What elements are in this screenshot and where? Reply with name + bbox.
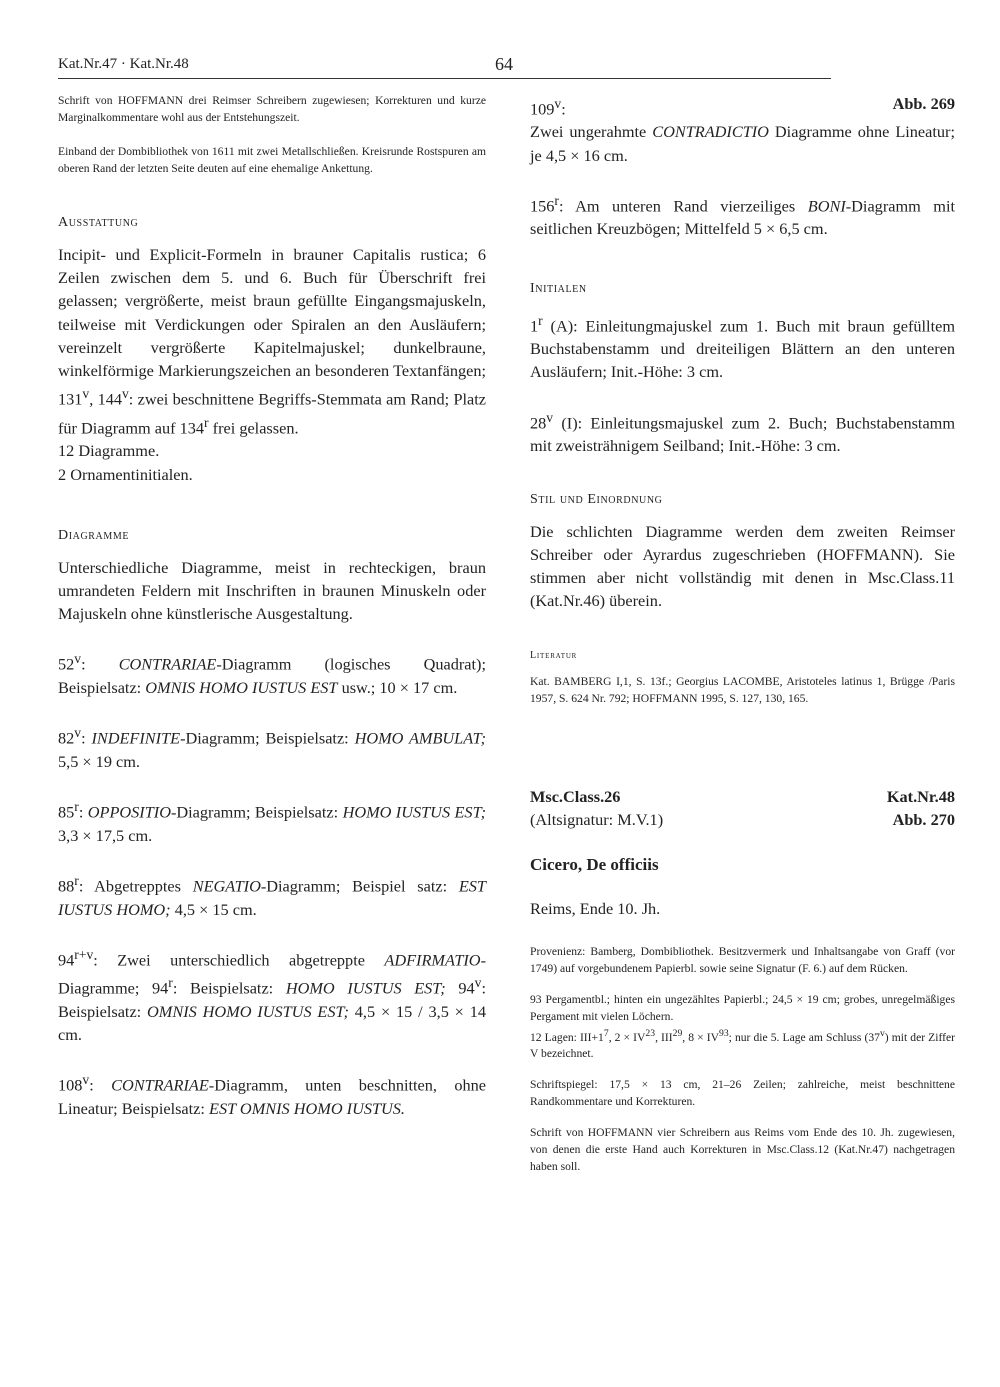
entry-85r: 85$^r$: OPPOSITIO-Diagramm; Beispielsatz: HOMO IUSTUS EST; 3,3 × 17,5 cm. xyxy=(58,799,486,845)
schrift-note: Schrift von HOFFMANN drei Reimser Schreibern zugewiesen; Korrekturen und kurze Marginalkommentare wohl aus der Entstehungszeit. xyxy=(58,94,486,124)
initial-1r: 1$^r$ (A): Einleitungmajuskel zum 1. Buch mit braun gefülltem Buchstabenstamm und dreiteiligen Blättern an den unteren Ausläufern; Init.-Höhe: 3 cm. xyxy=(530,312,955,382)
manuscript-origin: Reims, Ende 10. Jh. xyxy=(530,899,661,919)
page-number: 64 xyxy=(495,54,513,74)
entry-109v-header: 109$^v$: Abb. 269 xyxy=(530,94,955,119)
entry-88r: 88$^r$: Abgetrepptes NEGATIO-Diagramm; Beispiel satz: EST IUSTUS HOMO; 4,5 × 15 cm. xyxy=(58,872,486,919)
diagramme-text: Unterschiedliche Diagramme, meist in rechteckigen, braun umrandeten Feldern mit Inschriften in braunen Minuskeln oder Majuskeln ohne künstlerische Ausgestaltung. xyxy=(58,557,486,624)
entry-52v: 52$^v$: CONTRARIAE-Diagramm (logisches Quadrat); Beispielsatz: OMNIS HOMO IUSTUS EST usw.; 10 × 17 cm. xyxy=(58,651,486,698)
heading-literatur: Literatur xyxy=(530,650,578,662)
pergament-note: 93 Pergamentbl.; hinten ein ungezähltes Papierbl.; 24,5 × 19 cm; grobes, unregelmäßiges Pergament mit vielen Löchern. xyxy=(530,992,955,1023)
right-column xyxy=(530,92,955,1175)
shelfmark: Msc.Class.26 xyxy=(530,787,621,807)
count-diagramme: 12 Diagramme. xyxy=(58,441,160,461)
running-header: Kat.Nr.47 · Kat.Nr.48 xyxy=(58,56,189,72)
entry-94rv: $94^{r+v}$: Zwei unterschiedlich abgetreppte ADFIRMATIO-Diagramme; 94$^r$: Beispielsatz: HOMO IUSTUS EST; 94$^v$: Beispielsatz: OMNIS HOMO IUSTUS EST; 4,5 × 15 / 3,5 × 14 cm. xyxy=(58,946,486,1045)
einband-note: Einband der Dombibliothek von 1611 mit zwei Metallschließen. Kreisrunde Rostspuren am oberen Rand der letzten Seite deuten auf eine ehemalige Ankettung. xyxy=(58,145,486,175)
heading-diagramme: Diagramme xyxy=(58,527,130,543)
header-rule xyxy=(58,78,831,79)
entry-108v: 108$^v$: CONTRARIAE-Diagramm, unten beschnitten, ohne Lineatur; Beispielsatz: EST OMNIS HOMO IUSTUS. xyxy=(58,1072,486,1119)
abb-270: Abb. 270 xyxy=(892,810,955,830)
old-signature-row xyxy=(530,808,955,831)
manuscript-title: Cicero, De officiis xyxy=(530,855,659,875)
schriftspiegel-note: Schriftspiegel: 17,5 × 13 cm, 21–26 Zeilen; zahlreiche, meist beschnittene Randkommentare und Korrekturen. xyxy=(530,1078,955,1109)
catalogue-heading-row xyxy=(530,785,955,808)
old-signature: (Altsignatur: M.V.1) xyxy=(530,810,664,830)
count-initialen: 2 Ornamentinitialen. xyxy=(58,464,193,484)
entry-109v: Zwei ungerahmte CONTRADICTIO Diagramme ohne Lineatur; je 4,5 × 16 cm. xyxy=(530,122,955,165)
literatur-text: Kat. BAMBERG I,1, S. 13f.; Georgius LACOMBE, Aristoteles latinus 1, Brügge /Paris 1957, S. 624 Nr. 792; HOFFMANN 1995, S. 127, 130, 165. xyxy=(530,675,955,706)
provenienz-note: Provenienz: Bamberg, Dombibliothek. Besitzvermerk und Inhaltsangabe von Graff (vor 1749) auf vorgebundenem Papierbl. sowie seine Signatur (F. 6.) auf dem Rücken. xyxy=(530,944,955,975)
stil-text: Die schlichten Diagramme werden dem zweiten Reimser Schreiber oder Ayrardus zugeschrieben (HOFFMANN). Sie stimmen aber nicht vollständig mit denen in Msc.Class.11 (Kat.Nr.46) überein. xyxy=(530,521,955,611)
initial-28v: 28$^v$ (I): Einleitungsmajuskel zum 2. Buch; Buchstabenstamm mit zweisträhnigem Seilband; Init.-Höhe: 3 cm. xyxy=(530,409,955,456)
abb-269: Abb. 269 xyxy=(892,94,955,113)
entry-156r: 156$^r$: Am unteren Rand vierzeiliges BONI-Diagramm mit seitlichen Kreuzbögen; Mittelfeld 5 × 6,5 cm. xyxy=(530,192,956,239)
catalogue-number: Kat.Nr.48 xyxy=(886,787,955,807)
entry-82v: 82$^v$: INDEFINITE-Diagramm; Beispielsatz: HOMO AMBULAT; 5,5 × 19 cm. xyxy=(58,725,486,771)
heading-initialen: Initialen xyxy=(530,280,587,296)
left-column xyxy=(58,92,486,1120)
heading-ausstattung: Ausstattung xyxy=(58,215,139,230)
lagen-note: 12 Lagen: $III+1^7$, $2 \times IV^{23}$, III$^{29}$, $8 \times IV^{93}$; nur die 5. Lage am Schluss (37$^v$) mit der Ziffer V bezeichnet. xyxy=(530,1027,955,1061)
heading-stil: Stil und Einordnung xyxy=(530,491,663,507)
ausstattung-text: Incipit- und Explicit-Formeln in brauner Capitalis rustica; 6 Zeilen zwischen dem 5. und 6. Buch für Überschrift frei gelassen; vergrößerte, meist braun gefüllte Eingangsmajuskeln, teilweise mit Verdickungen oder Spiralen an den Ausläufern; vereinzelt vergrößerte Kapitelmajuskel; dunkelbraune, winkelförmige Markierungszeichen an besonderen Textanfängen; 131$^v$, 144$^v$: zwei beschnittene Begriffs-Stemmata am Rand; Platz für Diagramm auf 134$^r$ frei gelassen. xyxy=(58,245,486,438)
schreiber-note: Schrift von HOFFMANN vier Schreibern aus Reims vom Ende des 10. Jh. zugewiesen, von denen die erste Hand auch Korrekturen in Msc.Class.12 (Kat.Nr.47) nachgetragen haben soll. xyxy=(530,1126,955,1174)
